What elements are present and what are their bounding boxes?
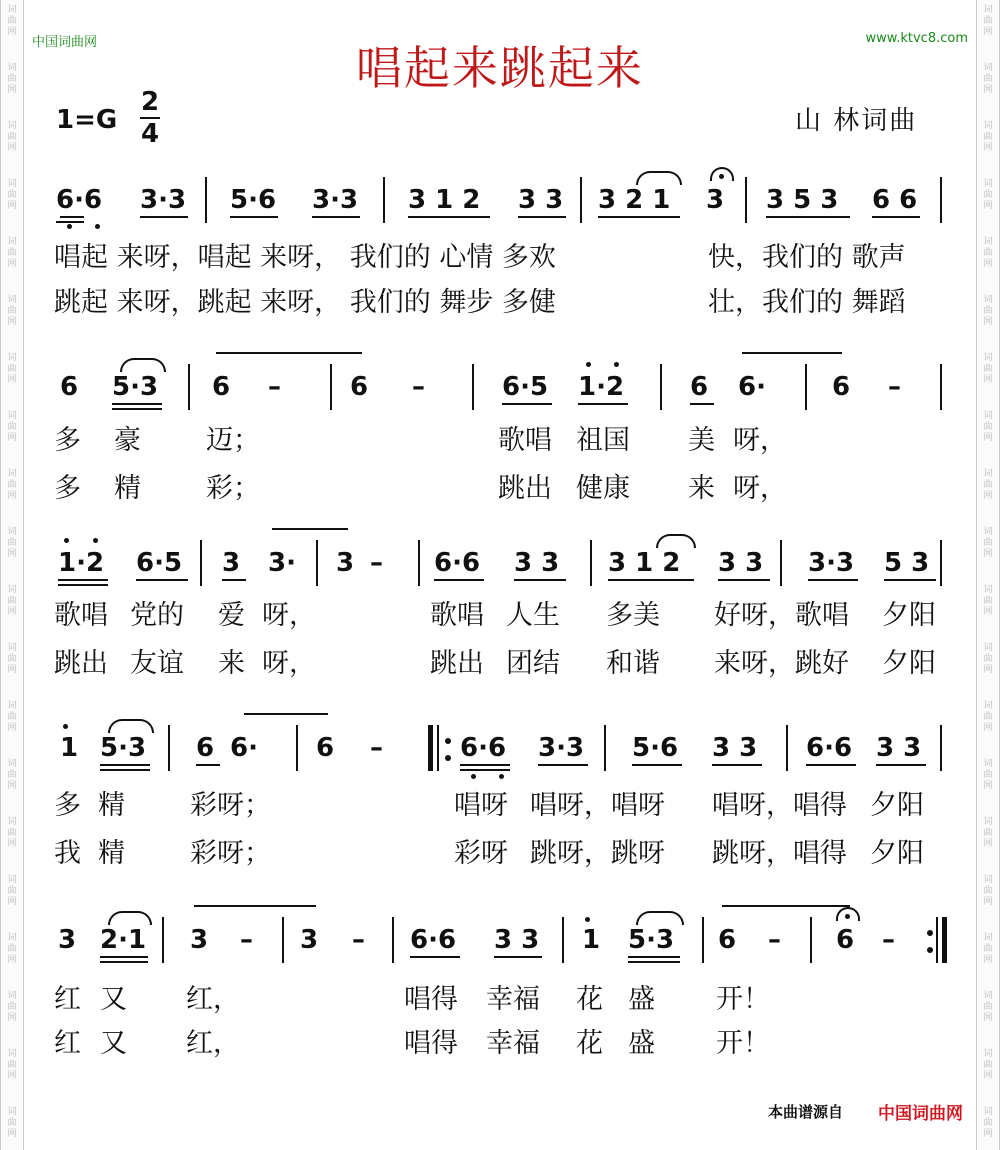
barline [786,725,788,771]
note: 3 [336,548,355,578]
lyric: 红， [186,1028,240,1059]
lyric: 来呀，跳好 [714,648,849,679]
lyric: 来 [688,473,715,504]
barline [780,540,782,586]
octave-dot-above [614,362,619,367]
slur [636,911,684,925]
lyric: 精 [98,838,125,869]
octave-dot-above [586,362,591,367]
note: 3 3 [518,185,564,215]
underline-double [112,408,162,410]
underline [578,403,628,405]
side-watermark-text: 词曲网 [983,295,993,327]
lyric: 又 [100,1028,127,1059]
lyric: 跳呀，唱得 [712,838,847,869]
barline [296,725,298,771]
barline [940,177,942,223]
octave-dot-above [64,538,69,543]
side-watermark-text: 词曲网 [7,1049,17,1081]
side-watermark-text: 词曲网 [7,585,17,617]
lyric: 唱呀，唱呀 [530,790,665,821]
author-credit: 山 林词曲 [795,106,918,136]
side-watermark-text: 词曲网 [983,991,993,1023]
lyric: 夕阳 [882,600,936,631]
octave-dot-below [67,224,72,229]
lyric: 幸福 [486,1028,540,1059]
note: 3 1 2 [608,548,681,578]
note: – [352,925,365,955]
note: 3 [300,925,319,955]
repeat-dot [927,930,933,936]
repeat-end-thin [936,917,938,963]
right-watermark-strip [976,0,1000,1150]
side-watermark-text: 词曲网 [983,817,993,849]
lyric: 党的 [130,600,184,631]
side-watermark-text: 词曲网 [7,701,17,733]
underline [514,579,566,581]
note: 6 [60,372,79,402]
lyric: 多 [54,790,81,821]
side-watermark-text: 词曲网 [7,469,17,501]
barline [940,364,942,410]
lyric: 红， [186,984,240,1015]
side-watermark-text: 词曲网 [7,875,17,907]
note: 5·6 [632,733,679,763]
side-watermark-text: 词曲网 [7,121,17,153]
lyric: 花 [576,1028,603,1059]
underline-double [628,961,680,963]
barline [383,177,385,223]
repeat-dot [445,738,451,744]
octave-dot-below [499,774,504,779]
slur [636,171,682,185]
lyric: 呀， [733,473,787,504]
underline [136,579,188,581]
lyric: 唱起 来呀，唱起 来呀， 我们的 心情 多欢 [54,242,556,273]
note: – [768,925,781,955]
note: – [412,372,425,402]
note: 5·3 [112,372,159,402]
barline [200,540,202,586]
lyric: 爱 [218,600,245,631]
note: 3 3 [494,925,540,955]
slur [656,534,696,548]
lyric: 快，我们的 歌声 [708,242,906,273]
lyric: 壮，我们的 舞蹈 [708,287,906,318]
lyric: 又 [100,984,127,1015]
underline [806,764,856,766]
underline [766,216,850,218]
barline [472,364,474,410]
lyric: 跳出 [498,473,552,504]
lyric: 花 [576,984,603,1015]
site-name-top-left: 中国词曲网 [32,35,98,50]
side-watermark-text: 词曲网 [7,991,17,1023]
side-watermark-text: 词曲网 [983,5,993,37]
note: 6 [196,733,215,763]
note: 6· [738,372,766,402]
lyric: 彩呀 [454,838,508,869]
song-title: 唱起来跳起来 [356,41,644,95]
underline [502,403,552,405]
note: 1·2 [578,372,625,402]
barline [745,177,747,223]
octave-dot-above [63,724,68,729]
lyric: 开！ [716,1028,770,1059]
side-watermark-text: 词曲网 [7,527,17,559]
side-watermark-text: 词曲网 [983,527,993,559]
note: – [888,372,901,402]
side-watermark-text: 词曲网 [983,353,993,385]
note: 6 [718,925,737,955]
note: 2·1 [100,925,147,955]
barline [604,725,606,771]
underline-double [56,221,84,223]
underline [100,764,150,766]
lyric: 彩； [206,473,260,504]
underline [494,956,542,958]
lyric: 来 [218,648,245,679]
lyric: 健康 [576,473,630,504]
note: 3 3 [718,548,764,578]
tie-line [742,352,842,354]
note: – [268,372,281,402]
underline [434,579,484,581]
note: 6 6 [872,185,918,215]
underline [628,956,680,958]
barline [702,917,704,963]
lyric: 盛 [628,984,655,1015]
side-watermark-text: 词曲网 [7,295,17,327]
underline [112,403,162,405]
lyric: 歌唱 [54,600,108,631]
side-watermark-text: 词曲网 [983,875,993,907]
note: 3·3 [312,185,359,215]
lyric: 跳起 来呀，跳起 来呀， 我们的 舞步 多健 [54,287,556,318]
side-watermark-text: 词曲网 [983,1049,993,1081]
note: – [370,548,383,578]
underline-double [100,769,150,771]
lyric: 多 [54,473,81,504]
note: 6·5 [136,548,183,578]
underline-double [100,961,148,963]
lyric: 红 [54,984,81,1015]
note: 6 [690,372,709,402]
side-watermark-text: 词曲网 [7,411,17,443]
slur [108,911,152,925]
underline [312,216,360,218]
underline [518,216,566,218]
underline [196,764,220,766]
footer-source-site: 中国词曲网 [878,1104,963,1124]
note: 3·3 [140,185,187,215]
lyric: 多 [54,425,81,456]
note: 1 [582,925,601,955]
side-watermark-text: 词曲网 [983,585,993,617]
note: 3· [268,548,296,578]
side-watermark-text: 词曲网 [983,237,993,269]
lyric: 歌唱 [430,600,484,631]
note: 6·6 [434,548,481,578]
barline [205,177,207,223]
note: 3·3 [808,548,855,578]
lyric: 红 [54,1028,81,1059]
underline-double [460,769,510,771]
side-watermark-text: 词曲网 [7,353,17,385]
lyric: 和谐 [606,648,660,679]
lyric: 呀， [733,425,787,456]
tie-line [194,905,316,907]
lyric: 夕阳 [882,648,936,679]
lyric: 多美 [606,600,660,631]
underline [230,216,278,218]
barline [810,917,812,963]
side-watermark-text: 词曲网 [7,237,17,269]
lyric: 唱得 [404,1028,458,1059]
fermata [710,167,734,181]
underline [808,579,858,581]
slur [108,719,154,733]
tie-line [722,905,850,907]
lyric: 彩呀； [190,838,271,869]
underline [712,764,762,766]
time-signature [140,88,160,148]
underline-double [58,584,108,586]
side-watermark-text: 词曲网 [7,643,17,675]
note: 5 3 [884,548,930,578]
side-watermark-text: 词曲网 [983,121,993,153]
side-watermark-text: 词曲网 [983,933,993,965]
lyric: 夕阳 [870,790,924,821]
lyric: 彩呀； [190,790,271,821]
side-watermark-text: 词曲网 [983,701,993,733]
lyric: 开！ [716,984,770,1015]
note: 6 [350,372,369,402]
note: 3 3 [876,733,922,763]
time-signature-top: 2 [140,87,160,117]
lyric: 友谊 [130,648,184,679]
repeat-start-thick [428,725,433,771]
lyric: 幸福 [486,984,540,1015]
note: 6 [316,733,335,763]
note: 3 [222,548,241,578]
lyric: 迈； [206,425,260,456]
barline [805,364,807,410]
side-watermark-text: 词曲网 [983,179,993,211]
note: 6·6 [460,733,507,763]
lyric: 豪 [114,425,141,456]
site-url-top-right: www.ktvc8.com [865,31,968,46]
underline [884,579,936,581]
barline [580,177,582,223]
lyric: 我 [54,838,81,869]
note: 1·2 [58,548,105,578]
barline [392,917,394,963]
repeat-end-thick [942,917,947,963]
side-watermark-text: 词曲网 [983,643,993,675]
underline [408,216,490,218]
barline [282,917,284,963]
note: 3·3 [538,733,585,763]
repeat-dot [445,755,451,761]
note: 3 5 3 [766,185,839,215]
tie-line [216,352,362,354]
underline [410,956,460,958]
note: 6 [832,372,851,402]
note: 3 3 [712,733,758,763]
underline [460,764,510,766]
note: 5·3 [628,925,675,955]
octave-dot-above [585,917,590,922]
note: – [882,925,895,955]
note: 3 [190,925,209,955]
slur [120,358,166,372]
lyric: 夕阳 [870,838,924,869]
key-signature: 1=G [56,105,118,135]
lyric: 唱呀 [454,790,508,821]
note: – [370,733,383,763]
lyric: 呀， [262,600,316,631]
barline [188,364,190,410]
octave-dot-below [471,774,476,779]
underline [60,216,84,218]
note: 3 3 [514,548,560,578]
side-watermark-text: 词曲网 [983,759,993,791]
barline [660,364,662,410]
lyric: 盛 [628,1028,655,1059]
underline [876,764,926,766]
tie-line [244,713,328,715]
note: 3 1 2 [408,185,481,215]
barline [940,540,942,586]
lyric: 好呀，歌唱 [714,600,849,631]
underline [222,579,246,581]
octave-dot-above [93,538,98,543]
barline [162,917,164,963]
note: 6·6 [806,733,853,763]
side-watermark-text: 词曲网 [7,179,17,211]
octave-dot-below [95,224,100,229]
barline [168,725,170,771]
lyric: 美 [688,425,715,456]
underline [690,403,714,405]
footer-source-label: 本曲谱源自 [768,1103,844,1121]
side-watermark-text: 词曲网 [983,469,993,501]
barline [562,917,564,963]
underline [140,216,188,218]
side-watermark-text: 词曲网 [7,933,17,965]
underline [718,579,770,581]
repeat-start-thin [437,725,439,771]
side-watermark-text: 词曲网 [7,817,17,849]
lyric: 人生 [506,600,560,631]
underline [632,764,682,766]
lyric: 跳呀，跳呀 [530,838,665,869]
left-watermark-strip [0,0,24,1150]
lyric: 跳出 [430,648,484,679]
barline [316,540,318,586]
lyric: 唱呀，唱得 [712,790,847,821]
underline [100,956,148,958]
note: 6 [836,925,855,955]
underline [58,579,108,581]
underline [608,579,694,581]
note: – [240,925,253,955]
note: 6·5 [502,372,549,402]
lyric: 祖国 [576,425,630,456]
note: 1 [60,733,79,763]
side-watermark-text: 词曲网 [983,1107,993,1139]
note: 6 [212,372,231,402]
note: 3 2 1 [598,185,671,215]
barline [418,540,420,586]
barline [590,540,592,586]
lyric: 唱得 [404,984,458,1015]
side-watermark-text: 词曲网 [7,759,17,791]
side-watermark-text: 词曲网 [983,411,993,443]
side-watermark-text: 词曲网 [983,63,993,95]
note: 5·6 [230,185,277,215]
tie-line [272,528,348,530]
underline [598,216,680,218]
barline [940,725,942,771]
time-signature-bottom: 4 [140,119,160,149]
lyric: 精 [98,790,125,821]
note: 3 [706,185,725,215]
lyric: 跳出 [54,648,108,679]
fermata [836,907,860,921]
underline [872,216,920,218]
note: 6·6 [410,925,457,955]
side-watermark-text: 词曲网 [7,63,17,95]
note: 3 [58,925,77,955]
note: 6· [230,733,258,763]
note: 5·3 [100,733,147,763]
side-watermark-text: 词曲网 [7,1107,17,1139]
note: 6·6 [56,185,103,215]
lyric: 团结 [506,648,560,679]
underline [538,764,588,766]
lyric: 呀， [262,648,316,679]
lyric: 精 [114,473,141,504]
repeat-dot [927,947,933,953]
side-watermark-text: 词曲网 [7,5,17,37]
lyric: 歌唱 [498,425,552,456]
barline [330,364,332,410]
